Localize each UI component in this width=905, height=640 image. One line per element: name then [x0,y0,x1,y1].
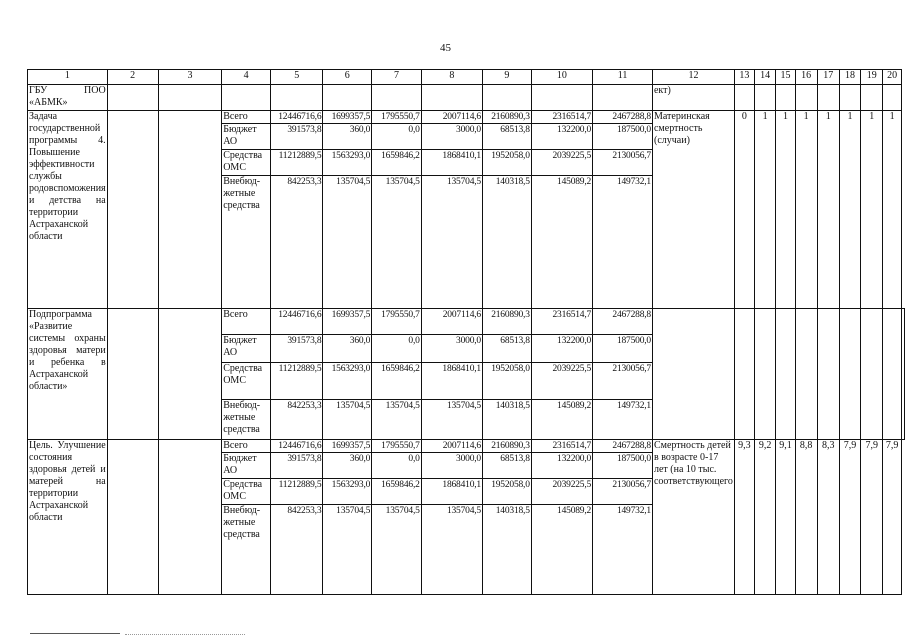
value-cell: 12446716,6 [271,440,323,453]
value-cell: 2007114,6 [421,440,482,453]
value-cell: 11212889,5 [271,150,323,176]
target-value: 9,1 [776,440,795,595]
target-value: 1 [817,111,839,309]
table-row [28,309,905,335]
target-value: 7,9 [861,440,883,595]
value-cell: 1795550,7 [372,111,422,124]
value-cell: 3000,0 [421,124,482,150]
value-cell: 391573,8 [271,124,323,150]
value-cell: 2039225,5 [531,479,592,505]
page-number: 45 [440,42,451,54]
section3-name: Цель. Улучшение состояния здоровья детей и матерей на территории Астраханской области [28,440,108,595]
value-cell: 360,0 [323,335,372,363]
target-value: 0 [734,111,754,309]
value-cell: 2130056,7 [593,363,653,400]
value-cell: 1563293,0 [323,150,372,176]
value-cell: 0,0 [372,335,422,363]
value-cell: 2316514,7 [531,111,592,124]
row-label-total: Всего [222,111,271,124]
header-cell: 13 [734,70,754,85]
value-cell: 391573,8 [271,453,323,479]
value-cell: 2467288,8 [593,440,653,453]
value-cell: 2039225,5 [531,150,592,176]
footer-rule [30,633,120,634]
target-value: 1 [839,111,860,309]
row-label-oms: Средства ОМС [222,479,271,505]
value-cell: 149732,1 [593,400,653,440]
row-label-extra: Внебюд-жетные средства [222,176,271,309]
value-cell: 1952058,0 [482,363,531,400]
value-cell: 842253,3 [271,400,323,440]
header-cell: 8 [421,70,482,85]
value-cell: 132200,0 [531,335,592,363]
section1-indicator: Материнская смертность (случаи) [652,111,734,309]
header-cell: 10 [531,70,592,85]
header-cell: 1 [28,70,108,85]
value-cell: 1868410,1 [421,150,482,176]
value-cell: 2316514,7 [531,309,592,335]
target-value: 1 [861,111,883,309]
value-cell: 68513,8 [482,335,531,363]
section3-indicator: Смертность детей в возрасте 0-17 лет (на 10 тыс. соответствующего [652,440,734,595]
target-value: 1 [795,111,817,309]
value-cell: 135704,5 [323,176,372,309]
header-cell: 3 [158,70,222,85]
org-row [28,85,905,111]
value-cell: 1563293,0 [323,479,372,505]
header-cell: 5 [271,70,323,85]
value-cell: 2467288,8 [593,111,653,124]
header-cell: 11 [593,70,653,85]
value-cell: 0,0 [372,124,422,150]
value-cell: 1563293,0 [323,363,372,400]
target-value: 8,8 [795,440,817,595]
value-cell: 132200,0 [531,124,592,150]
target-value: 7,9 [883,440,902,595]
value-cell: 1795550,7 [372,440,422,453]
value-cell: 145089,2 [531,400,592,440]
value-cell: 3000,0 [421,335,482,363]
value-cell: 842253,3 [271,176,323,309]
value-cell: 135704,5 [372,176,422,309]
value-cell: 12446716,6 [271,309,323,335]
header-cell: 9 [482,70,531,85]
value-cell: 2160890,3 [482,309,531,335]
value-cell: 2130056,7 [593,150,653,176]
value-cell: 135704,5 [421,505,482,595]
value-cell: 1952058,0 [482,150,531,176]
row-label-extra: Внебюд-жетные средства [222,505,271,595]
value-cell: 140318,5 [482,176,531,309]
header-cell: 16 [795,70,817,85]
header-cell: 18 [839,70,860,85]
row-label-total: Всего [222,309,271,335]
value-cell: 1868410,1 [421,479,482,505]
header-cell: 4 [222,70,271,85]
row-label-budget: Бюджет АО [222,453,271,479]
value-cell: 135704,5 [323,505,372,595]
target-value: 1 [754,111,775,309]
row-label-budget: Бюджет АО [222,335,271,363]
value-cell: 0,0 [372,453,422,479]
value-cell: 149732,1 [593,176,653,309]
value-cell: 187500,0 [593,453,653,479]
value-cell: 1868410,1 [421,363,482,400]
row-label-extra: Внебюд-жетные средства [222,400,271,440]
header-cell: 14 [754,70,775,85]
value-cell: 145089,2 [531,176,592,309]
value-cell: 1795550,7 [372,309,422,335]
header-cell: 12 [652,70,734,85]
value-cell: 187500,0 [593,335,653,363]
row-label-budget: Бюджет АО [222,124,271,150]
row-label-oms: Средства ОМС [222,150,271,176]
value-cell: 3000,0 [421,453,482,479]
header-cell: 19 [861,70,883,85]
value-cell: 2039225,5 [531,363,592,400]
value-cell: 1699357,5 [323,309,372,335]
header-cell: 15 [776,70,795,85]
value-cell: 2160890,3 [482,440,531,453]
value-cell: 2130056,7 [593,479,653,505]
value-cell: 11212889,5 [271,479,323,505]
value-cell: 1659846,2 [372,150,422,176]
value-cell: 1659846,2 [372,479,422,505]
value-cell: 135704,5 [372,505,422,595]
value-cell: 12446716,6 [271,111,323,124]
value-cell: 11212889,5 [271,363,323,400]
table-row [28,440,905,453]
row-label-oms: Средства ОМС [222,363,271,400]
target-value: 1 [776,111,795,309]
value-cell: 1699357,5 [323,111,372,124]
value-cell: 135704,5 [421,176,482,309]
value-cell: 132200,0 [531,453,592,479]
value-cell: 68513,8 [482,453,531,479]
budget-table [27,69,905,595]
value-cell: 2160890,3 [482,111,531,124]
value-cell: 2007114,6 [421,111,482,124]
value-cell: 1699357,5 [323,440,372,453]
target-value: 9,2 [754,440,775,595]
value-cell: 2007114,6 [421,309,482,335]
header-cell: 20 [883,70,902,85]
target-value: 8,3 [817,440,839,595]
target-value: 1 [883,111,902,309]
value-cell: 2316514,7 [531,440,592,453]
section2-name: Подпрограмма «Развитие системы охраны здоровья матери и ребенка в Астраханской области» [28,309,108,440]
section1-name: Задача государственной программы 4. Повышение эффективности службы родовспоможения и детства на территории Астраханской области [28,111,108,309]
header-row [28,70,905,85]
value-cell: 135704,5 [323,400,372,440]
target-value: 7,9 [839,440,860,595]
header-cell: 6 [323,70,372,85]
value-cell: 1659846,2 [372,363,422,400]
value-cell: 360,0 [323,453,372,479]
value-cell: 135704,5 [372,400,422,440]
indicator-tail: ект) [652,85,734,111]
value-cell: 135704,5 [421,400,482,440]
value-cell: 149732,1 [593,505,653,595]
value-cell: 140318,5 [482,400,531,440]
footer-rule-dotted [125,634,245,635]
header-cell: 7 [372,70,422,85]
value-cell: 1952058,0 [482,479,531,505]
table-row [28,111,905,124]
row-label-total: Всего [222,440,271,453]
value-cell: 360,0 [323,124,372,150]
value-cell: 2467288,8 [593,309,653,335]
value-cell: 140318,5 [482,505,531,595]
header-cell: 17 [817,70,839,85]
value-cell: 68513,8 [482,124,531,150]
value-cell: 842253,3 [271,505,323,595]
value-cell: 145089,2 [531,505,592,595]
target-value: 9,3 [734,440,754,595]
value-cell: 391573,8 [271,335,323,363]
value-cell: 187500,0 [593,124,653,150]
org-name: ГБУ ПОО «АБМК» [28,85,108,111]
header-cell: 2 [107,70,158,85]
